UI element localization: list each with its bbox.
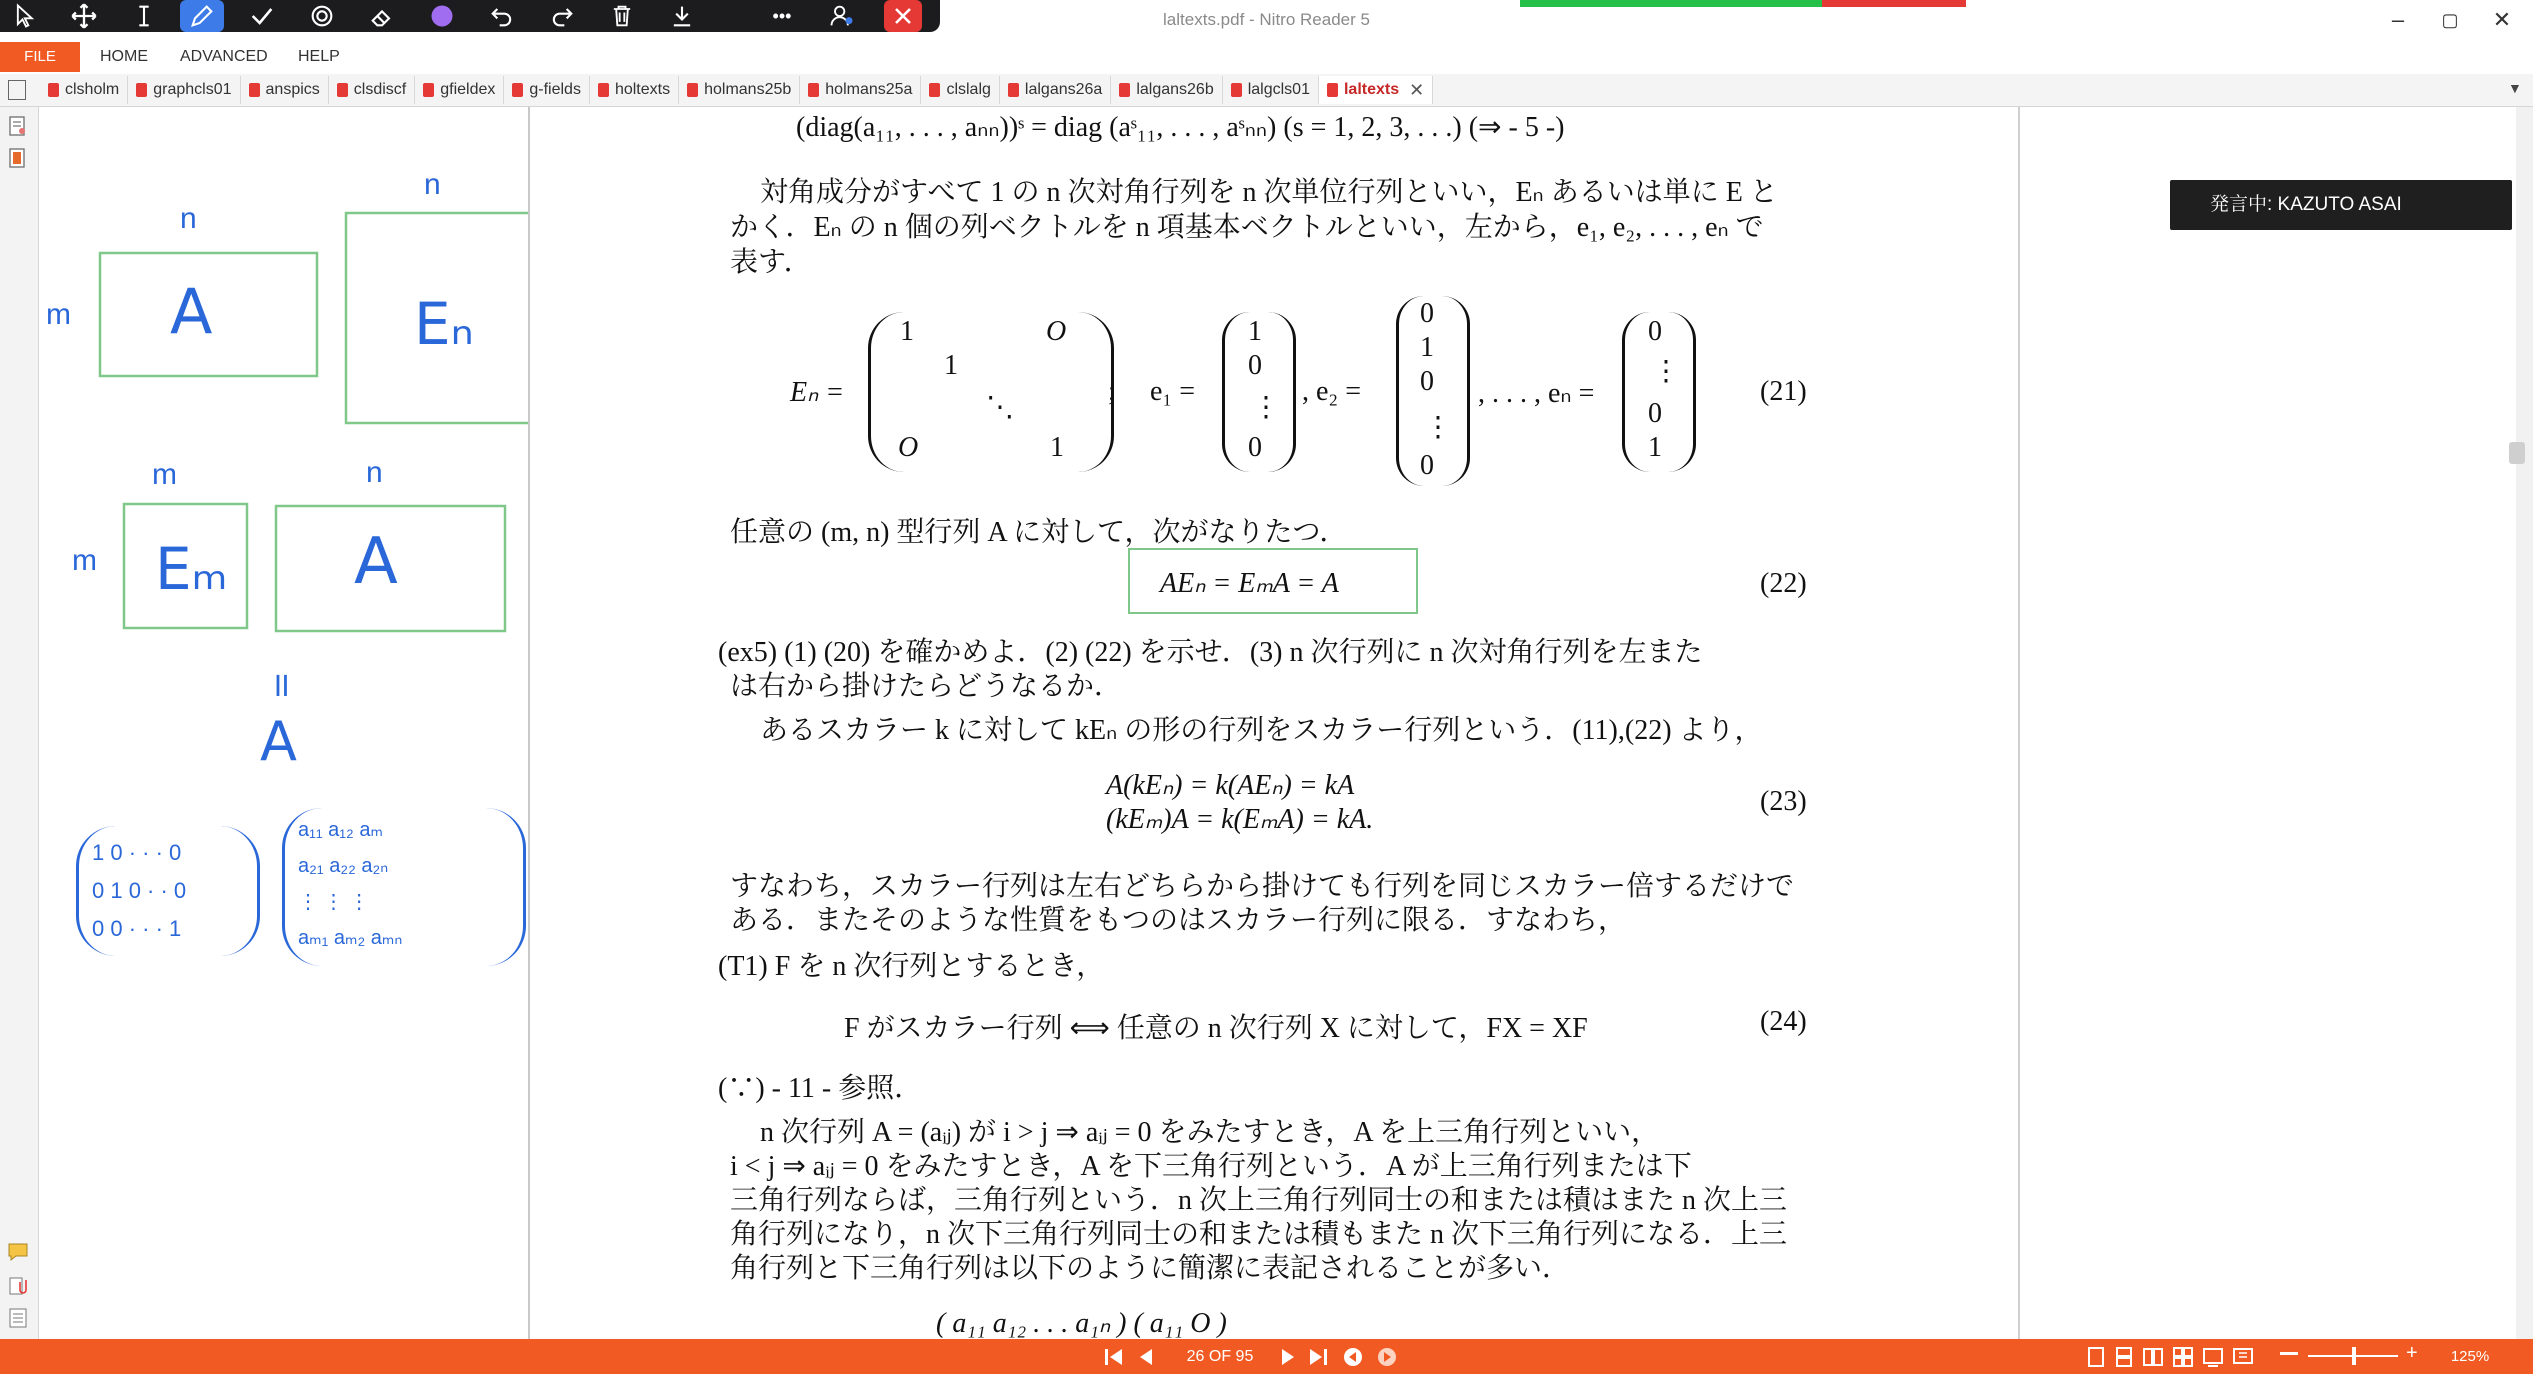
pdf-icon bbox=[512, 83, 523, 97]
tab-graphcls01[interactable]: graphcls01 bbox=[128, 76, 240, 104]
facing-continuous-view-icon[interactable] bbox=[2172, 1346, 2194, 1368]
unit-matrix-a11: 1 bbox=[900, 316, 914, 347]
close-window-button[interactable]: ✕ bbox=[2492, 7, 2512, 32]
vertical-scrollbar[interactable] bbox=[2516, 107, 2533, 1339]
pen-icon[interactable] bbox=[180, 0, 224, 32]
pdf-icon bbox=[337, 83, 348, 97]
close-toolbar-icon[interactable] bbox=[884, 0, 922, 32]
pdf-icon bbox=[423, 83, 434, 97]
pdf-icon bbox=[1327, 83, 1338, 97]
document-tabs bbox=[40, 76, 1433, 104]
page-icon[interactable] bbox=[8, 80, 26, 100]
zoom-level[interactable]: 125% bbox=[2450, 1348, 2490, 1365]
download-icon[interactable] bbox=[660, 0, 704, 32]
ink-unit-row: 0 1 0 · · 0 bbox=[92, 878, 187, 903]
continuous-view-icon[interactable] bbox=[2114, 1346, 2134, 1368]
eq23-line1: A(kEₙ) = k(AEₙ) = kA bbox=[1106, 770, 1355, 801]
ink-equals: ॥ bbox=[270, 665, 291, 705]
speaking-indicator: 発言中: KAZUTO ASAI bbox=[2170, 180, 2512, 230]
pdf-icon bbox=[598, 83, 609, 97]
facing-view-icon[interactable] bbox=[2142, 1346, 2164, 1368]
right-gutter bbox=[2018, 107, 2518, 1339]
tab-holmans25a[interactable]: holmans25a bbox=[800, 76, 921, 104]
en-v3: 0 bbox=[1648, 398, 1662, 429]
doc-para5-line4: 角行列になり，n 次下三角行列同士の和または積もまた n 次下三角行列になる．上三 bbox=[730, 1219, 1788, 1250]
ink-n-top-en: n bbox=[424, 168, 441, 201]
ink-a-row: ⋮ ⋮ ⋮ bbox=[298, 891, 370, 913]
tab-list-chevron-icon[interactable]: ▼ bbox=[2508, 80, 2522, 96]
ink-m-left-em: m bbox=[72, 544, 97, 577]
ink-m-left-a: m bbox=[46, 298, 71, 331]
tab-gfieldex[interactable]: gfieldex bbox=[415, 76, 504, 104]
ink-unit-matrix-rows bbox=[92, 834, 186, 948]
tab-laltexts[interactable]: laltexts ✕ bbox=[1319, 76, 1433, 104]
e2-v3: 0 bbox=[1420, 366, 1434, 397]
eq24: F がスカラー行列 ⟺ 任意の n 次行列 X に対して，FX = XF bbox=[844, 1013, 1588, 1044]
next-page-icon[interactable] bbox=[1278, 1346, 1300, 1368]
pdf-icon bbox=[249, 83, 260, 97]
ink-n-top-a2: n bbox=[366, 456, 383, 489]
window-title: laltexts.pdf - Nitro Reader 5 bbox=[1163, 10, 1370, 29]
tab-lalgans26a[interactable]: lalgans26a bbox=[1000, 76, 1111, 104]
e2-v4: ⋮ bbox=[1424, 412, 1452, 443]
ink-n-top-a: n bbox=[180, 202, 197, 235]
menu-bar bbox=[0, 42, 2533, 72]
unit-matrix-o-top: O bbox=[1046, 316, 1067, 347]
menu-help[interactable]: HELP bbox=[298, 48, 340, 65]
eraser-icon[interactable] bbox=[360, 0, 404, 32]
minimize-button[interactable]: – bbox=[2391, 7, 2405, 32]
ink-unit-row: 0 0 · · · 1 bbox=[92, 916, 182, 941]
ink-unit-row: 1 0 · · · 0 bbox=[92, 840, 182, 865]
pointer-icon[interactable] bbox=[4, 0, 48, 32]
doc-para2: 任意の (m, n) 型行列 A に対して，次がなりたつ． bbox=[730, 517, 1348, 548]
eq21-separator: ; bbox=[1108, 376, 1116, 407]
menu-advanced[interactable]: ADVANCED bbox=[180, 48, 268, 65]
eq21-e1-label: e₁ = bbox=[1150, 376, 1195, 407]
pdf-icon bbox=[808, 83, 819, 97]
doc-para5-line1: n 次行列 A = (aᵢⱼ) が i > j ⇒ aᵢⱼ = 0 をみたすとき，A を上三角行列といい， bbox=[760, 1117, 1660, 1148]
ink-m-top-em: m bbox=[152, 458, 177, 491]
eq21-number: (21) bbox=[1760, 376, 1807, 407]
back-view-icon[interactable] bbox=[1342, 1346, 1364, 1368]
doc-para5-line5: 角行列と下三角行列は以下のように簡潔に表記されることが多い． bbox=[730, 1253, 1571, 1284]
menu-file[interactable]: FILE bbox=[0, 42, 80, 72]
fit-width-icon[interactable] bbox=[2202, 1346, 2224, 1368]
ink-a2: A bbox=[354, 525, 398, 599]
tab-clsholm[interactable]: clsholm bbox=[40, 76, 128, 104]
text-cursor-icon[interactable] bbox=[122, 0, 166, 32]
zoom-out-icon[interactable] bbox=[2280, 1352, 2298, 1355]
doc-line-top: (diag(a₁₁, . . . , aₙₙ))ˢ = diag (aˢ₁₁, . . . , aˢₙₙ) (s = 1, 2, 3, . . .) (⇒ - 5 -) bbox=[796, 112, 1565, 143]
tab-clslalg[interactable]: clslalg bbox=[921, 76, 999, 104]
ink-a3: A bbox=[260, 710, 297, 773]
doc-proof: (∵) - 11 - 参照． bbox=[718, 1073, 923, 1104]
tab-clsdiscf[interactable]: clsdiscf bbox=[329, 76, 415, 104]
menu-home[interactable]: HOME bbox=[100, 48, 148, 65]
e2-v1: 0 bbox=[1420, 298, 1434, 329]
eq21-lhs: Eₙ = bbox=[790, 377, 845, 408]
doc-para1-line1: 対角成分がすべて 1 の n 次対角行列を n 次単位行列といい，Eₙ あるいは単に E と bbox=[760, 177, 1778, 208]
pdf-icon bbox=[687, 83, 698, 97]
stamp-icon[interactable] bbox=[300, 0, 344, 32]
ink-a-matrix-rows bbox=[298, 812, 402, 956]
eq23-line2: (kEₘ)A = k(EₘA) = kA. bbox=[1106, 804, 1374, 835]
unit-matrix-a22: 1 bbox=[944, 350, 958, 381]
zoom-slider-thumb[interactable] bbox=[2352, 1347, 2356, 1365]
thumbnails-icon[interactable] bbox=[6, 146, 30, 170]
ink-en: Eₙ bbox=[414, 290, 474, 358]
forward-view-icon[interactable] bbox=[1376, 1346, 1398, 1368]
doc-para5-line2: i < j ⇒ aᵢⱼ = 0 をみたすとき，A を下三角行列という．A が上三角行列または下 bbox=[730, 1151, 1692, 1182]
user-settings-icon[interactable] bbox=[820, 0, 864, 32]
tab-lalgans26b[interactable]: lalgans26b bbox=[1111, 76, 1222, 104]
full-screen-icon[interactable] bbox=[2232, 1346, 2254, 1368]
pdf-icon bbox=[929, 83, 940, 97]
pdf-icon bbox=[1231, 83, 1242, 97]
scrollbar-thumb[interactable] bbox=[2509, 442, 2525, 464]
en-v4: 1 bbox=[1648, 432, 1662, 463]
attachments-icon[interactable] bbox=[6, 1274, 30, 1298]
trash-icon[interactable] bbox=[600, 0, 644, 32]
tab-holmans25b[interactable]: holmans25b bbox=[679, 76, 800, 104]
comments-icon[interactable] bbox=[6, 1240, 30, 1264]
e1-v3: ⋮ bbox=[1252, 392, 1280, 423]
doc-para1-line3: 表す． bbox=[730, 247, 812, 278]
eq21-en-label: , . . . , eₙ = bbox=[1478, 378, 1595, 409]
first-page-icon[interactable] bbox=[1102, 1346, 1126, 1368]
doc-para3: あるスカラー k に対して kEₙ の形の行列をスカラー行列という．(11),(22) より， bbox=[760, 715, 1763, 746]
ink-a: A bbox=[170, 275, 213, 348]
e1-v4: 0 bbox=[1248, 432, 1262, 463]
left-rail bbox=[0, 107, 39, 1339]
eq22: AEₙ = EₘA = A bbox=[1160, 568, 1339, 599]
ink-a-row: a₁₁ a₁₂ aₘ bbox=[298, 819, 383, 841]
en-v2: ⋮ bbox=[1652, 356, 1680, 387]
e2-v5: 0 bbox=[1420, 450, 1434, 481]
ink-a-row: aₘ₁ aₘ₂ aₘₙ bbox=[298, 927, 403, 949]
bookmarks-icon[interactable] bbox=[6, 114, 30, 138]
doc-bottom-matrices: ( a₁₁ a₁₂ . . . a₁ₙ ) ( a₁₁ O ) bbox=[936, 1308, 1227, 1339]
unit-matrix-o-bottom: O bbox=[898, 432, 919, 463]
e1-v2: 0 bbox=[1248, 350, 1262, 381]
eq22-number: (22) bbox=[1760, 568, 1807, 599]
redo-icon[interactable] bbox=[540, 0, 584, 32]
doc-para1-line2: かく．Eₙ の n 個の列ベクトルを n 項基本ベクトルといい，左から，e₁, e₂, . . . , eₙ で bbox=[730, 212, 1764, 243]
unit-matrix-dots: ⋱ bbox=[986, 392, 1014, 423]
previous-page-icon[interactable] bbox=[1134, 1346, 1156, 1368]
checkmark-icon[interactable] bbox=[240, 0, 284, 32]
last-page-icon[interactable] bbox=[1306, 1346, 1330, 1368]
screen-share-bar[interactable] bbox=[1520, 0, 1822, 7]
ink-em: Eₘ bbox=[155, 535, 228, 603]
pdf-icon bbox=[1119, 83, 1130, 97]
pdf-icon bbox=[136, 83, 147, 97]
doc-ex5-line2: は右から掛けたらどうなるか． bbox=[730, 671, 1123, 702]
stop-share-bar[interactable] bbox=[1822, 0, 1966, 7]
doc-para4-line1: すなわち，スカラー行列は左右どちらから掛けても行列を同じスカラー倍するだけで bbox=[730, 871, 1795, 902]
doc-para5-line3: 三角行列ならば，三角行列という．n 次上三角行列同士の和または積はまた n 次上三 bbox=[730, 1185, 1788, 1216]
single-page-view-icon[interactable] bbox=[2086, 1346, 2106, 1368]
tab-holtexts[interactable]: holtexts bbox=[590, 76, 679, 104]
more-options-icon[interactable]: ••• bbox=[772, 5, 792, 26]
page-indicator[interactable]: 26 OF 95 bbox=[1186, 1348, 1254, 1365]
e1-v1: 1 bbox=[1248, 316, 1262, 347]
tab-anspics[interactable]: anspics bbox=[241, 76, 329, 104]
pdf-icon bbox=[1008, 83, 1019, 97]
doc-theorem-t1: (T1) F を n 次行列とするとき， bbox=[718, 951, 1105, 982]
ink-a-row: a₂₁ a₂₂ a₂ₙ bbox=[298, 855, 389, 877]
color-picker-icon[interactable] bbox=[420, 0, 464, 32]
unit-matrix-ann: 1 bbox=[1050, 432, 1064, 463]
tab-g-fields[interactable]: g-fields bbox=[504, 76, 590, 104]
maximize-button[interactable]: ▢ bbox=[2441, 10, 2459, 30]
tab-lalgcls01[interactable]: lalgcls01 bbox=[1223, 76, 1319, 104]
eq21-e2-label: , e₂ = bbox=[1302, 376, 1361, 407]
doc-para4-line2: ある．またそのような性質をもつのはスカラー行列に限る．すなわち， bbox=[730, 905, 1627, 936]
undo-icon[interactable] bbox=[480, 0, 524, 32]
pdf-icon bbox=[48, 83, 59, 97]
close-tab-icon[interactable]: ✕ bbox=[1409, 80, 1425, 100]
zoom-in-icon[interactable]: + bbox=[2406, 1342, 2418, 1364]
doc-ex5-line1: (ex5) (1) (20) を確かめよ．(2) (22) を示せ．(3) n 次行列に n 次対角行列を左また bbox=[718, 637, 1703, 668]
e2-v2: 1 bbox=[1420, 332, 1434, 363]
layers-icon[interactable] bbox=[6, 1306, 30, 1330]
move-icon[interactable] bbox=[62, 0, 106, 32]
eq23-number: (23) bbox=[1760, 786, 1807, 817]
en-v1: 0 bbox=[1648, 316, 1662, 347]
eq24-number: (24) bbox=[1760, 1006, 1807, 1037]
